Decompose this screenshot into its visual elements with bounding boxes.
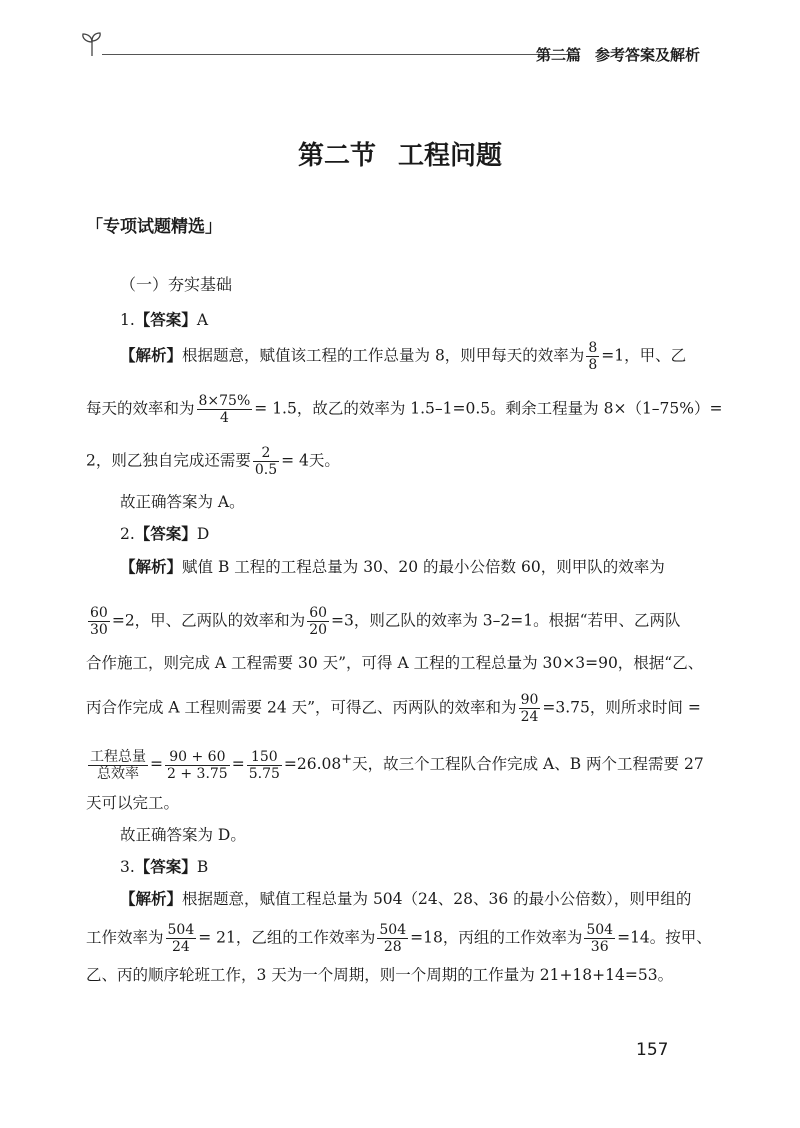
text: =2，甲、乙两队的效率和为	[111, 611, 306, 630]
section-title	[0, 135, 800, 172]
denominator: 0.5	[254, 462, 278, 479]
analysis-label: 【解析】	[120, 558, 183, 576]
q3-answer: B	[196, 858, 209, 876]
numerator: 2	[253, 445, 279, 462]
section-number: 第二节	[297, 141, 376, 171]
q2-answer-line	[120, 519, 726, 549]
text: =	[150, 755, 163, 774]
q3-answer-line	[120, 852, 726, 882]
denominator: 24	[171, 939, 190, 956]
fraction	[307, 605, 329, 638]
text: = 21，乙组的工作效率为	[198, 928, 376, 947]
numerator: 504	[586, 922, 614, 938]
denominator: 28	[383, 939, 402, 956]
text: =1，甲、乙	[601, 346, 687, 365]
text: =3.75，则所求时间 =	[542, 698, 701, 717]
text: = 4天。	[281, 451, 340, 470]
numerator: 90	[520, 692, 539, 708]
q2-conclusion: 故正确答案为 D。	[120, 826, 246, 844]
q1-analysis-line-2	[86, 393, 723, 427]
header-rule	[102, 54, 576, 55]
text: =	[231, 755, 245, 774]
text: 赋值 B 工程的工程总量为 30、20 的最小公倍数 60，则甲队的效率为	[182, 558, 665, 576]
q1-analysis-line-3	[86, 445, 692, 479]
text: 根据题意，赋值工程总量为 504（24、28、36 的最小公倍数），则甲组的	[182, 890, 692, 908]
denominator: 36	[590, 939, 609, 956]
superscript: +	[341, 752, 353, 767]
denominator: 30	[90, 622, 108, 639]
numerator: 8×75%	[198, 393, 251, 409]
numerator: 8	[588, 340, 598, 356]
q3-number: 3.	[120, 858, 135, 876]
q2-answer: D	[196, 525, 210, 543]
numerator: 60	[309, 605, 328, 621]
sprout-icon	[80, 30, 104, 58]
fraction	[253, 445, 279, 478]
text: 根据题意，赋值该工程的工作总量为 8，则甲每天的效率为	[182, 346, 585, 365]
subsection-bracket-close: 」	[205, 217, 222, 237]
text: =26.08	[283, 755, 342, 774]
analysis-label: 【解析】	[120, 890, 183, 908]
header-part: 第二篇	[535, 46, 581, 64]
text: =3，则乙队的效率为 3–2=1。根据“若甲、乙两队	[331, 611, 681, 630]
q2-number: 2.	[120, 525, 135, 543]
numerator: 90 + 60	[165, 749, 230, 766]
q2-analysis-line-4	[86, 692, 701, 726]
q2-analysis-line-1	[120, 552, 692, 582]
subsection-bracket-open: 「	[86, 217, 103, 237]
text: = 1.5，故乙的效率为 1.5–1=0.5。剩余工程量为 8×（1–75%）=	[254, 399, 723, 418]
fraction	[519, 692, 541, 725]
denominator: 5.75	[248, 765, 280, 782]
text: 天，故三个工程队合作完成 A、B 两个工程需要 27	[352, 755, 704, 774]
numerator: 工程总量	[90, 748, 146, 765]
fraction	[377, 922, 408, 955]
q2-analysis-line-5	[86, 745, 704, 782]
q2-analysis-line-6: 天可以完工。	[86, 794, 180, 812]
q3-analysis-line-3: 乙、丙的顺序轮班工作，3 天为一个周期，则一个周期的工作量为 21+18+14=53。	[86, 966, 674, 984]
q3-analysis-line-1	[120, 884, 692, 914]
fraction	[166, 922, 197, 955]
q2-analysis-line-2	[86, 605, 692, 639]
q1-answer-line	[120, 305, 726, 335]
numerator: 504	[379, 922, 407, 938]
category-heading: （一）夯实基础	[120, 275, 233, 294]
text: 每天的效率和为	[86, 399, 195, 418]
denominator: 2 + 3.75	[167, 765, 228, 782]
fraction	[586, 340, 599, 373]
fraction	[197, 393, 253, 426]
page-number: 157	[636, 1040, 669, 1060]
subsection-text: 专项试题精选	[103, 217, 205, 237]
numerator: 504	[167, 922, 195, 938]
numerator: 60	[90, 605, 108, 621]
text: 工作效率为	[86, 928, 164, 947]
denominator: 8	[588, 357, 598, 374]
denominator: 20	[309, 622, 328, 639]
fraction	[584, 922, 615, 955]
q1-number: 1.	[120, 311, 135, 329]
q3-analysis-line-2	[86, 922, 712, 956]
text: =18，丙组的工作效率为	[410, 928, 583, 947]
text: 2，则乙独自完成还需要	[86, 451, 251, 470]
analysis-label: 【解析】	[120, 346, 183, 365]
numerator: 150	[247, 749, 282, 766]
q2-analysis-line-3: 合作施工，则完成 A 工程需要 30 天”，可得 A 工程的工程总量为 30×3=90，根据“乙、	[86, 654, 704, 672]
page-header	[80, 30, 700, 70]
fraction	[88, 605, 110, 638]
section-name: 工程问题	[398, 141, 503, 171]
header-title: 参考答案及解析	[594, 46, 700, 64]
q1-conclusion: 故正确答案为 A。	[120, 493, 245, 511]
denominator: 24	[520, 709, 539, 726]
text: 丙合作完成 A 工程则需要 24 天”，可得乙、丙两队的效率和为	[86, 698, 517, 717]
answer-label: 【答案】	[134, 525, 197, 543]
denominator: 4	[219, 410, 229, 427]
answer-label: 【答案】	[134, 858, 197, 876]
answer-label: 【答案】	[134, 311, 197, 329]
fraction	[165, 749, 230, 782]
q1-analysis-line-1	[120, 340, 692, 374]
subsection-heading	[86, 212, 222, 237]
denominator: 总效率	[97, 765, 139, 782]
text: =14。按甲、	[617, 928, 712, 947]
fraction	[88, 749, 148, 782]
q1-answer: A	[196, 311, 209, 329]
header-text	[536, 44, 700, 65]
fraction	[247, 749, 282, 782]
